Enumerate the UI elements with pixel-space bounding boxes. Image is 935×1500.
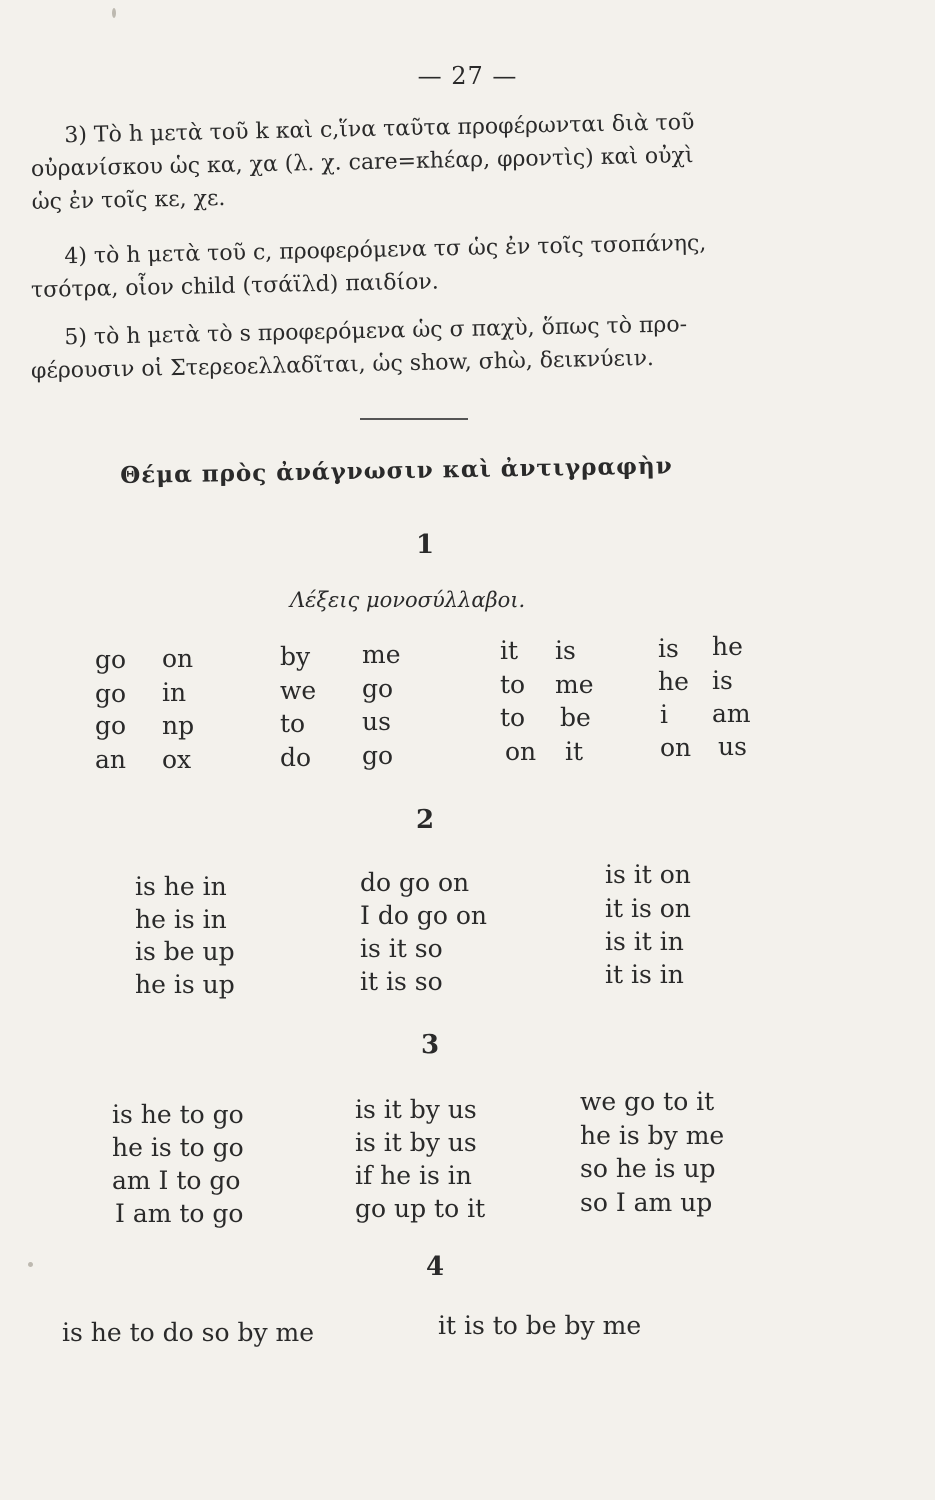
phrase: we go to it	[580, 1087, 715, 1116]
text-line: φέρουσιν οἱ Στερεοελλαδῖται, ὡς show, σhὼ, δεικνύειν.	[30, 345, 655, 384]
word: go	[362, 674, 394, 703]
text-line: 5) τὸ h μετὰ τὸ s προφερόμενα ὡς σ παχὺ, ὅπως τὸ προ-	[64, 312, 688, 351]
word: us	[362, 707, 391, 736]
word: it	[500, 636, 519, 665]
phrase: so he is up	[580, 1154, 716, 1183]
word: np	[162, 711, 195, 740]
paragraph-rule-4	[30, 225, 801, 307]
word: do	[280, 743, 312, 772]
phrase: am I to go	[112, 1166, 241, 1195]
exercise-heading: Θέμα πρὸς ἀνάγνωσιν καὶ ἀντιγραφὴν	[120, 452, 673, 489]
word: he	[658, 667, 689, 696]
word: on	[660, 733, 692, 762]
word: in	[162, 678, 187, 707]
paragraph-rule-5	[30, 306, 801, 388]
word: i	[660, 700, 668, 729]
phrase: he is in	[135, 905, 227, 934]
phrase: is it by us	[355, 1128, 477, 1157]
phrase: it is so	[360, 967, 443, 996]
word: go	[362, 741, 394, 770]
paper-speck	[28, 1262, 33, 1267]
word: by	[280, 642, 311, 671]
section-divider	[360, 418, 468, 420]
word: on	[505, 737, 537, 766]
word: ox	[162, 745, 192, 774]
word: to	[500, 703, 526, 732]
word: is	[712, 666, 733, 695]
phrase: he is by me	[580, 1121, 725, 1150]
word: an	[95, 745, 127, 774]
text-line: τσότρα, οἷον child (τσάϊλd) παιδίον.	[30, 269, 440, 303]
word: to	[500, 670, 526, 699]
phrase: is he in	[135, 872, 227, 901]
word: is	[658, 634, 679, 663]
section-number-4: 4	[425, 1252, 445, 1282]
section-number-3: 3	[420, 1030, 440, 1060]
word: he	[712, 632, 743, 661]
paper-speck	[112, 8, 116, 18]
section-subtitle: Λέξεις μονοσύλλαβοι.	[290, 588, 526, 612]
section-number-2: 2	[415, 805, 435, 835]
phrase: go up to it	[355, 1194, 486, 1223]
word: go	[95, 711, 127, 740]
phrase: it is in	[605, 960, 684, 989]
phrase: I am to go	[115, 1199, 244, 1228]
word: me	[555, 670, 594, 699]
word: go	[95, 645, 127, 674]
word: am	[712, 699, 751, 728]
phrase: so I am up	[580, 1188, 713, 1217]
phrase: it is on	[605, 894, 691, 923]
phrase: is it so	[360, 934, 443, 963]
text-line: 3) Τὸ h μετὰ τοῦ k καὶ c,ἵνα ταῦτα προφέρωνται διὰ τοῦ	[64, 110, 695, 149]
word: we	[280, 676, 317, 705]
paragraph-rule-3	[30, 104, 802, 219]
word: to	[280, 709, 306, 738]
phrase: is he to do so by me	[62, 1318, 315, 1347]
page-number: — 27 —	[417, 62, 518, 90]
word: be	[560, 703, 591, 732]
word: it	[565, 737, 584, 766]
text-line: 4) τὸ h μετὰ τοῦ c, προφερόμενα τσ ὡς ἐν τοῖς τσοπάνης,	[64, 230, 707, 270]
word: is	[555, 636, 576, 665]
phrase: do go on	[360, 868, 470, 897]
phrase: is it by us	[355, 1095, 477, 1124]
word: me	[362, 640, 401, 669]
word: us	[718, 732, 747, 761]
phrase: is be up	[135, 937, 235, 966]
phrase: is it on	[605, 860, 691, 889]
phrase: is he to go	[112, 1100, 244, 1129]
phrase: I do go on	[360, 901, 487, 930]
phrase: is it in	[605, 927, 684, 956]
phrase: he is to go	[112, 1133, 244, 1162]
section-number-1: 1	[415, 530, 435, 560]
phrase: if he is in	[355, 1161, 472, 1190]
phrase: it is to be by me	[438, 1311, 642, 1340]
text-line: οὐρανίσκου ὡς κα, χα (λ. χ. care=κhέαρ, φροντὶς) καὶ οὐχὶ	[30, 143, 694, 182]
word: on	[162, 644, 194, 673]
word: go	[95, 679, 127, 708]
text-line: ὡς ἐν τοῖς κε, χε.	[31, 185, 226, 215]
phrase: he is up	[135, 970, 235, 999]
